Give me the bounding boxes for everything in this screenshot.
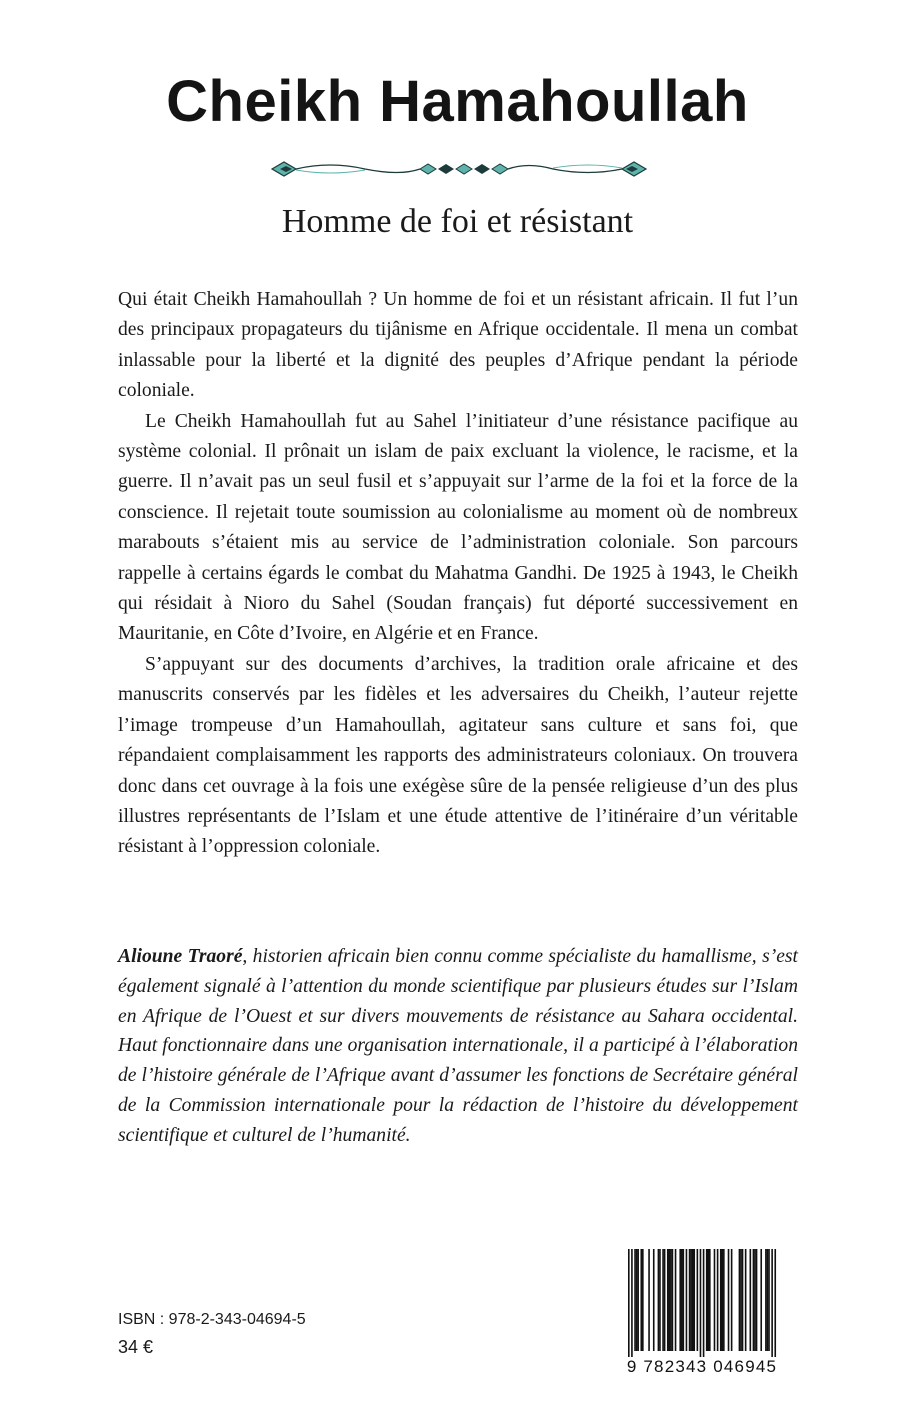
barcode-bar <box>672 1249 674 1351</box>
author-name: Alioune Traoré <box>118 946 243 967</box>
barcode-bar <box>771 1249 773 1357</box>
barcode-bar <box>717 1249 719 1351</box>
barcode-bar <box>721 1249 723 1351</box>
barcode-bar <box>739 1249 741 1351</box>
barcode-bar <box>740 1249 742 1351</box>
barcode-bar <box>675 1249 677 1351</box>
barcode-bar <box>745 1249 747 1351</box>
book-title: Cheikh Hamahoullah <box>166 69 749 134</box>
barcode-bar <box>634 1249 636 1351</box>
barcode-bar <box>648 1249 650 1351</box>
barcode-bar <box>706 1249 708 1351</box>
barcode-bar <box>750 1249 752 1351</box>
barcode-bar <box>760 1249 762 1351</box>
book-subtitle: Homme de foi et résistant <box>281 203 634 240</box>
barcode-bar <box>754 1249 756 1351</box>
barcode-bar <box>742 1249 744 1351</box>
barcode-bar <box>670 1249 672 1351</box>
barcode-bar <box>707 1249 709 1351</box>
barcode-bar <box>669 1249 671 1351</box>
decorative-divider-ornament <box>270 158 648 180</box>
ornament-center-beads <box>420 164 508 174</box>
barcode-bar <box>756 1249 758 1351</box>
barcode-bar <box>667 1249 669 1351</box>
barcode-bar <box>767 1249 769 1351</box>
barcode-bar <box>628 1249 630 1357</box>
summary-paragraph: Qui était Cheikh Hamahoullah ? Un homme de foi et un résistant africain. Il fut l’un des principaux propagateurs du tijânisme en Afrique occidentale. Il mena un combat inlassable pour la liberté et la dignité des peuples d’Afrique pendant la période coloniale. <box>118 289 798 402</box>
summary-paragraph: S’appuyant sur des documents d’archives, la tradition orale africaine et des manuscrits conservés par les fidèles et les adversaires du Cheikh, l’auteur rejette l’image trompeuse d’un Hamahoullah, agitateur sans culture et sans foi, que répandaient complaisamment les rapports des administrateurs coloniaux. On trouvera donc dans cet ouvrage à la fois une exégèse sûre de la pensée religieuse d’un des plus illustres représentants de l’Islam et une étude attentive de l’itinéraire d’un véritable résistant à l’oppression coloniale. <box>118 653 798 858</box>
barcode-bar <box>693 1249 695 1351</box>
ornament-left-diamond <box>272 162 296 176</box>
barcode-bar <box>714 1249 716 1351</box>
barcode-bar <box>697 1249 699 1351</box>
author-bio-text: , historien africain bien connu comme spécialiste du hamallisme, s’est également signalé à l’attention du monde scientifique par plusieurs études sur l’Islam en Afrique de l’Ouest et sur divers mouvements de résistance au Sahara occidental. Haut fonctionnaire dans une organisation internationale, il a participé à l’élaboration de l’histoire générale de l’Afrique avant d’assumer les fonctions de Secrétaire général de la Commission internationale pour la rédaction de l’histoire du développement scientifique et culturel de l’humanité. <box>118 946 798 1146</box>
barcode-bar <box>683 1249 685 1351</box>
barcode-bar <box>753 1249 755 1351</box>
barcode-bar <box>640 1249 642 1351</box>
barcode-bar <box>679 1249 681 1351</box>
barcode-bar <box>703 1249 705 1357</box>
summary-paragraph: Le Cheikh Hamahoullah fut au Sahel l’initiateur d’une résistance pacifique au système colonial. Il prônait un islam de paix excluant la violence, le racisme, et la guerre. Il n’avait pas un seul fusil et s’appuyait sur l’arme de la foi et la force de la conscience. Il rejetait toute soumission au colonialisme au moment où de nombreux marabouts s’étaient mis au service de l’administration coloniale. Son parcours rappelle à certains égards le combat du Mahatma Gandhi. De 1925 à 1943, le Cheikh qui résidait à Nioro du Sahel (Soudan français) fut déporté successivement en Mauritanie, en Côte d’Ivoire, en Algérie et en France. <box>118 410 798 645</box>
barcode-bar <box>664 1249 666 1351</box>
author-bio <box>118 942 798 1151</box>
price-label: 34 € <box>118 1337 154 1357</box>
barcode-bar <box>709 1249 711 1351</box>
barcode <box>616 1247 788 1377</box>
isbn-label: ISBN : 978-2-343-04694-5 <box>118 1311 306 1328</box>
barcode-bar <box>690 1249 692 1351</box>
barcode-bar <box>662 1249 664 1351</box>
barcode-bar <box>642 1249 644 1351</box>
barcode-bar <box>653 1249 655 1351</box>
barcode-bar <box>658 1249 660 1351</box>
barcode-bar <box>689 1249 691 1351</box>
barcode-bar <box>637 1249 639 1351</box>
barcode-bar <box>728 1249 730 1351</box>
barcode-bar <box>659 1249 661 1351</box>
barcode-digits: 9 782343 046945 <box>626 1357 778 1376</box>
barcode-bar <box>700 1249 702 1357</box>
barcode-bar <box>686 1249 688 1351</box>
barcode-bar <box>774 1249 776 1357</box>
barcode-bar <box>723 1249 725 1351</box>
barcode-bars <box>616 1247 788 1357</box>
barcode-bar <box>765 1249 767 1351</box>
barcode-bar <box>631 1249 633 1357</box>
summary-text <box>118 285 798 863</box>
barcode-bar <box>692 1249 694 1351</box>
barcode-bar <box>731 1249 733 1351</box>
barcode-bar <box>720 1249 722 1351</box>
barcode-bar <box>681 1249 683 1351</box>
ornament-right-diamond <box>622 162 646 176</box>
barcode-bar <box>636 1249 638 1351</box>
barcode-bar <box>768 1249 770 1351</box>
